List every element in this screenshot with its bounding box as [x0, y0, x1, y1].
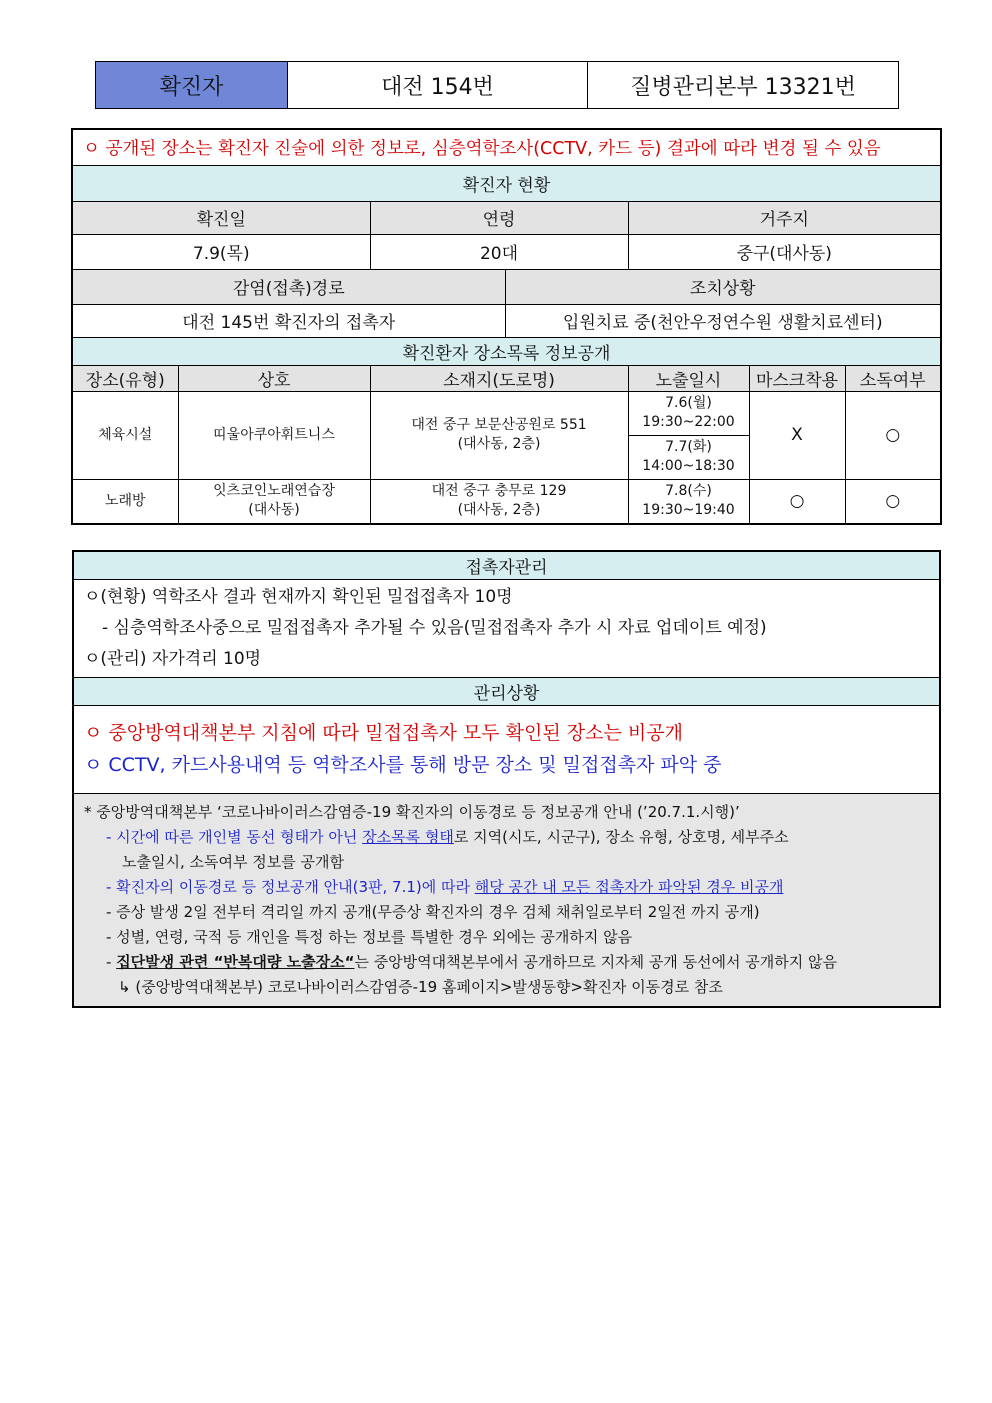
table-row — [72, 479, 941, 524]
note-text: - 시간에 따른 개인별 동선 형태가 아닌 — [106, 827, 363, 846]
note-line: 노출일시, 소독여부 정보를 공개함 — [122, 852, 344, 871]
confirm-date-value: 7.9(목) — [72, 234, 370, 269]
disclosure-notes — [73, 793, 940, 1007]
management-body — [73, 705, 940, 793]
place-type: 체육시설 — [72, 391, 178, 479]
action-status-value: 입원치료 중(천안우정연수원 생활치료센터) — [505, 304, 941, 337]
exposure-hours: 19:30~19:40 — [642, 502, 735, 519]
note-text: - — [106, 952, 117, 971]
contact-management-table — [72, 550, 941, 1008]
disinfection-header: 소독여부 — [845, 365, 941, 391]
age-header: 연령 — [370, 201, 628, 234]
business-name-detail: (대사동) — [248, 502, 300, 519]
management-line-blue: ㅇ CCTV, 카드사용내역 등 역학조사를 통해 방문 장소 및 밀접접촉자 파악 중 — [84, 754, 722, 776]
infection-route-value: 대전 145번 확진자의 접촉자 — [72, 304, 505, 337]
exposure-hours: 19:30~22:00 — [642, 414, 735, 430]
exposure-date: 7.7(화) — [665, 439, 712, 455]
note-line — [84, 950, 929, 975]
contacts-quarantine-line: ㅇ(관리) 자가격리 10명 — [84, 648, 262, 669]
note-line: * 중앙방역대책본부 ‘코로나바이러스감염증-19 확진자의 이동경로 등 정보공개 안내 (’20.7.1.시행)’ — [84, 802, 740, 821]
exposure-time — [628, 435, 749, 479]
exposure-hours: 14:00~18:30 — [642, 458, 735, 474]
address-street: 대전 중구 보문산공원로 551 — [411, 417, 587, 433]
note-line — [84, 825, 929, 850]
note-text: 는 중앙방역대책본부에서 공개하므로 지자체 공개 동선에서 공개하지 않음 — [354, 952, 838, 971]
mask-status: X — [749, 391, 845, 479]
note-line: ↳ (중앙방역대책본부) 코로나바이러스감염증-19 홈페이지>발생동향>확진자 이동경로 참조 — [118, 977, 723, 996]
exposure-time — [628, 479, 749, 524]
disinfection-status: ○ — [845, 391, 941, 479]
exposure-date: 7.8(수) — [665, 483, 712, 500]
exposure-date: 7.6(월) — [665, 395, 712, 411]
address — [370, 479, 628, 524]
note-text: - 확진자의 이동경로 등 정보공개 안내(3판, 7.1)에 따라 — [106, 877, 475, 896]
mask-status: ○ — [749, 479, 845, 524]
address-detail: (대사동, 2층) — [457, 436, 541, 452]
note-line — [84, 875, 929, 900]
mask-header: 마스크착용 — [749, 365, 845, 391]
note-text: 해당 공간 내 모든 접촉자가 파악된 경우 비공개 — [474, 877, 784, 896]
address-detail: (대사동, 2층) — [457, 502, 541, 519]
contacts-note-line: - 심층역학조사중으로 밀접접촉자 추가될 수 있음(밀접접촉자 추가 시 자료 업데이트 예정) — [102, 617, 767, 638]
contacts-status-line: ㅇ(현황) 역학조사 결과 현재까지 확인된 밀접접촉자 10명 — [84, 586, 513, 607]
residence-header: 거주지 — [628, 201, 941, 234]
table-row — [72, 391, 941, 435]
address-header: 소재지(도로명) — [370, 365, 628, 391]
note-text: 집단발생 관련 “반복대량 노출장소“ — [116, 952, 355, 971]
status-section-title: 확진자 현황 — [72, 165, 941, 201]
business-name-header: 상호 — [178, 365, 370, 391]
case-info-table — [71, 128, 942, 525]
business-name: 띠울아쿠아휘트니스 — [178, 391, 370, 479]
business-name — [178, 479, 370, 524]
note-text: 로 지역(시도, 시군구), 장소 유형, 상호명, 세부주소 — [453, 827, 789, 846]
disinfection-status: ○ — [845, 479, 941, 524]
age-value: 20대 — [370, 234, 628, 269]
note-text: 장소목록 형태 — [362, 827, 454, 846]
note-line: - 성별, 연령, 국적 등 개인을 특정 하는 정보를 특별한 경우 외에는 공개하지 않음 — [106, 927, 633, 946]
exposure-time-header: 노출일시 — [628, 365, 749, 391]
infection-route-header: 감염(접촉)경로 — [72, 269, 505, 304]
disclosure-warning: ㅇ 공개된 장소는 확진자 진술에 의한 정보로, 심층역학조사(CCTV, 카드 등) 결과에 따라 변경 될 수 있음 — [72, 129, 941, 165]
contacts-body — [73, 579, 940, 677]
confirm-date-header: 확진일 — [72, 201, 370, 234]
places-section-title: 확진환자 장소목록 정보공개 — [72, 337, 941, 365]
local-case-number: 대전 154번 — [288, 62, 588, 109]
note-line: - 증상 발생 2일 전부터 격리일 까지 공개(무증상 확진자의 경우 검체 채취일로부터 2일전 까지 공개) — [106, 902, 760, 921]
residence-value: 중구(대사동) — [628, 234, 941, 269]
management-line-red: ㅇ 중앙방역대책본부 지침에 따라 밀접접촉자 모두 확인된 장소는 비공개 — [84, 722, 683, 744]
contacts-section-title: 접촉자관리 — [73, 551, 940, 579]
management-section-title: 관리상황 — [73, 677, 940, 705]
exposure-time — [628, 391, 749, 435]
case-header — [95, 61, 899, 109]
kcdc-case-number: 질병관리본부 13321번 — [588, 62, 899, 109]
address-street: 대전 중구 충무로 129 — [431, 483, 567, 500]
action-status-header: 조치상황 — [505, 269, 941, 304]
case-label: 확진자 — [96, 62, 288, 109]
address — [370, 391, 628, 479]
place-type: 노래방 — [72, 479, 178, 524]
place-type-header: 장소(유형) — [72, 365, 178, 391]
business-name-main: 잇츠코인노래연습장 — [213, 483, 335, 500]
